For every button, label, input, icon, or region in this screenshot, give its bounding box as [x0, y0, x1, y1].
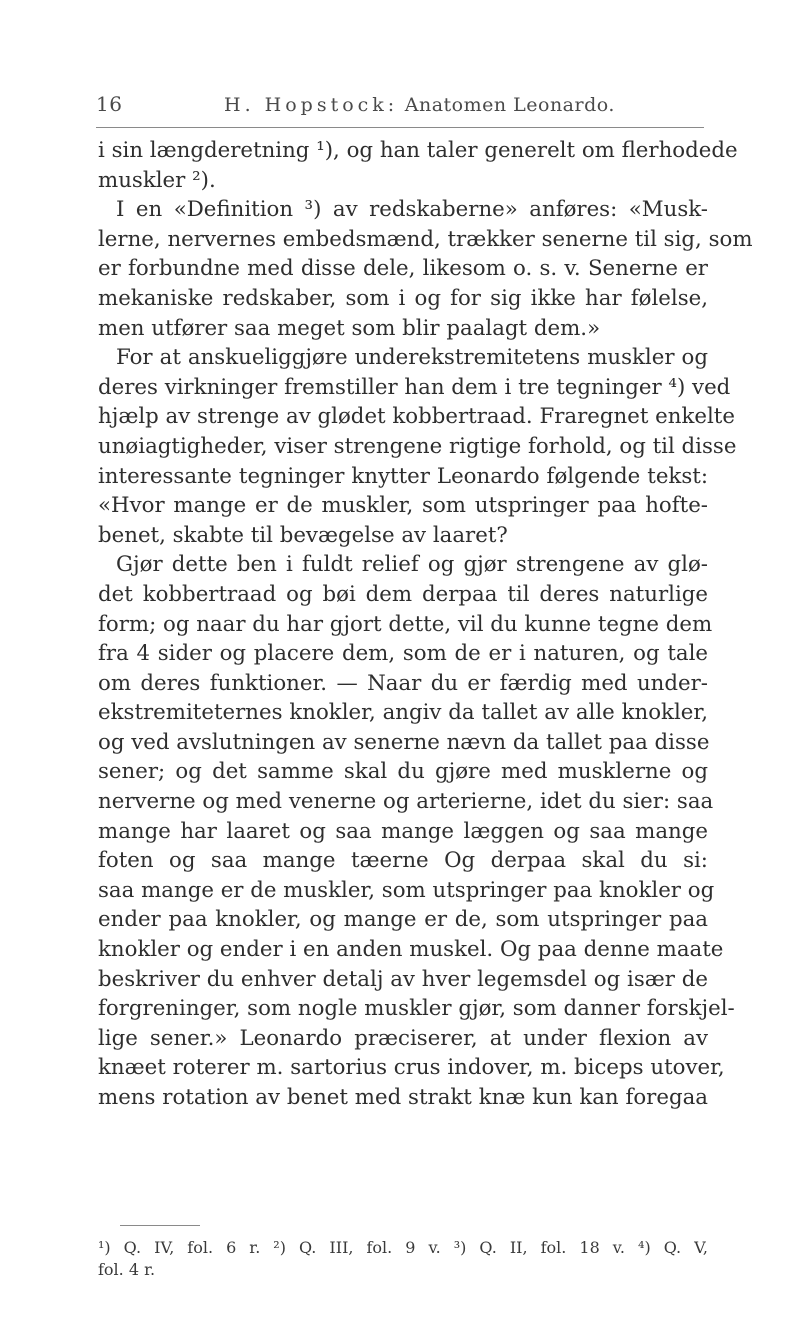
body-text: [98, 136, 753, 1113]
body-line: forgreninger, som nogle muskler gjør, som danner forskjel-: [98, 996, 735, 1022]
body-line: ekstremiteternes knokler, angiv da tallet av alle knokler,: [98, 700, 708, 726]
body-line: I en «Definition ³) av redskaberne» anføres: «Musk-: [116, 197, 708, 223]
running-head: [96, 92, 704, 122]
body-line: ender paa knokler, og mange er de, som utspringer paa: [98, 907, 708, 933]
body-line: lerne, nervernes embedsmænd, trækker senerne til sig, som: [98, 226, 753, 252]
footnotes: [98, 1237, 708, 1281]
body-line: knæet roterer m. sartorius crus indover, m. biceps utover,: [98, 1055, 725, 1081]
footnote-rule: [120, 1225, 200, 1226]
footnote-line: ¹) Q. IV, fol. 6 r. ²) Q. III, fol. 9 v. ³) Q. II, fol. 18 v. ⁴) Q. V,: [98, 1238, 708, 1257]
body-line: benet, skabte til bevægelse av laaret?: [98, 522, 508, 548]
body-line: saa mange er de muskler, som utspringer paa knokler og: [98, 877, 715, 903]
header-rule: [96, 127, 704, 128]
body-line: unøiagtigheder, viser strengene rigtige forhold, og til disse: [98, 433, 737, 459]
body-line: mekaniske redskaber, som i og for sig ikke har følelse,: [98, 285, 708, 311]
body-line: nerverne og med venerne og arterierne, idet du sier: saa: [98, 789, 714, 815]
body-line: det kobbertraad og bøi dem derpaa til deres naturlige: [98, 581, 708, 607]
body-line: beskriver du enhver detalj av hver legemsdel og især de: [98, 966, 708, 992]
body-line: om deres funktioner. — Naar du er færdig med under-: [98, 670, 708, 696]
body-line: lige sener.» Leonardo præciserer, at under flexion av: [98, 1025, 708, 1051]
body-line: sener; og det samme skal du gjøre med musklerne og: [98, 759, 708, 785]
body-line: og ved avslutningen av senerne nævn da tallet paa disse: [98, 729, 710, 755]
footnote-line: fol. 4 r.: [98, 1260, 156, 1279]
body-line: muskler ²).: [98, 167, 216, 193]
body-line: foten og saa mange tæerne Og derpaa skal du si:: [98, 848, 708, 874]
body-line: knokler og ender i en anden muskel. Og paa denne maate: [98, 937, 724, 963]
body-line: form; og naar du har gjort dette, vil du kunne tegne dem: [98, 611, 713, 637]
body-line: fra 4 sider og placere dem, som de er i naturen, og tale: [98, 641, 708, 667]
body-line: Gjør dette ben i fuldt relief og gjør strengene av glø-: [116, 552, 708, 578]
body-line: er forbundne med disse dele, likesom o. s. v. Senerne er: [98, 256, 708, 282]
body-line: hjælp av strenge av glødet kobbertraad. Fraregnet enkelte: [98, 404, 735, 430]
body-line: interessante tegninger knytter Leonardo følgende tekst:: [98, 463, 708, 489]
body-line: i sin længderetning ¹), og han taler generelt om flerhodede: [98, 138, 738, 163]
running-head-title: Anatomen Leonardo.: [404, 94, 615, 116]
body-line: «Hvor mange er de muskler, som utspringer paa hofte-: [98, 493, 708, 519]
body-line: deres virkninger fremstiller han dem i tre tegninger ⁴) ved: [98, 374, 731, 400]
body-line: men utfører saa meget som blir paalagt dem.»: [98, 315, 601, 341]
body-line: mens rotation av benet med strakt knæ kun kan foregaa: [98, 1085, 708, 1110]
body-line: For at anskueliggjøre underekstremitetens muskler og: [116, 345, 708, 371]
page-number: 16: [96, 92, 123, 116]
body-line: mange har laaret og saa mange læggen og saa mange: [98, 818, 708, 844]
running-head-author: H. Hopstock:: [224, 94, 399, 116]
